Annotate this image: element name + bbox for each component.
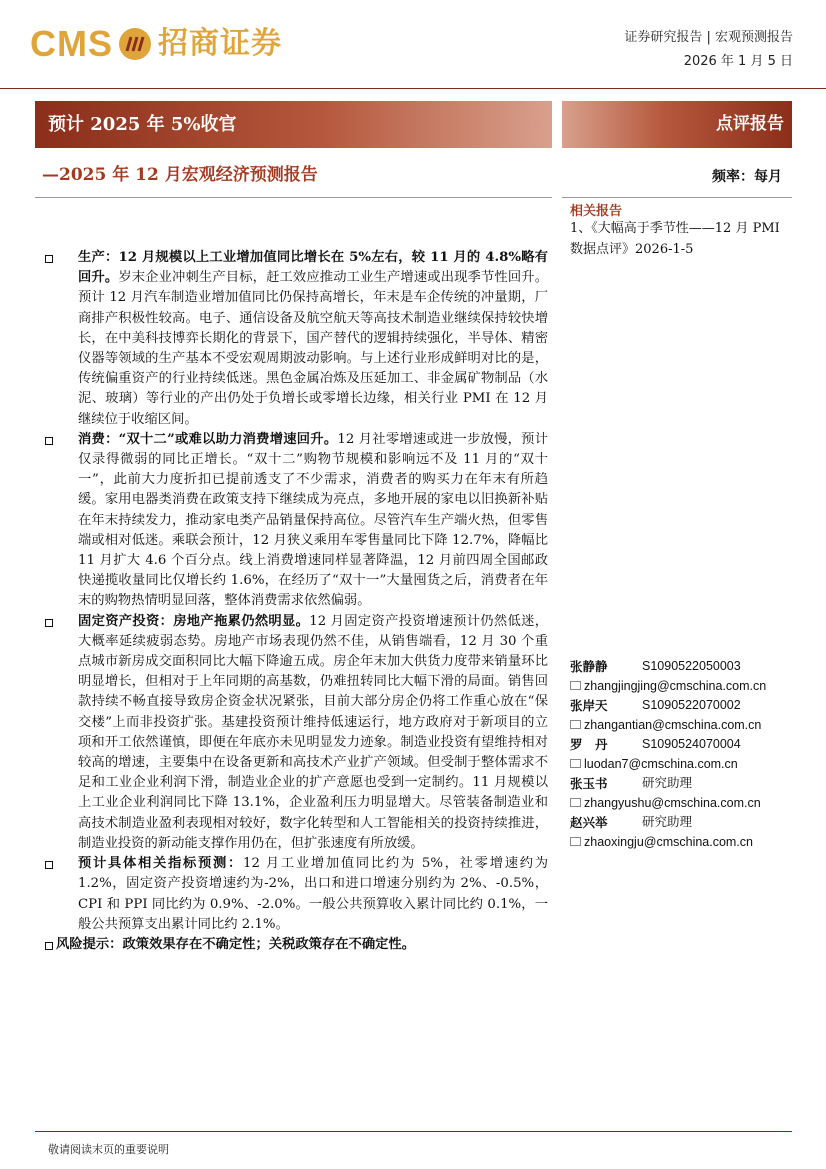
bullet-lead: 生产：12 月规模以上工业增加值同比增长在 5%左右，较 11 月的 4.8%略有回升。 xyxy=(78,250,548,286)
bullet-square-icon xyxy=(45,861,53,869)
analyst-row xyxy=(570,735,795,755)
bullet-body: 12 月社零增速或进一步放慢，预计仅录得微弱的同比正增长。“双十二”购物节规模和影响远不及 11 月的“双十一”，此前大力度折扣已提前透支了不少需求，消费者的购买力在年末有所趋缓。家用电器类消费在政策支持下继续成为亮点，多地开展的家电以旧换新补贴在年末持续发力，推动家电类产品销量保持高位。尽管汽车生产端火热，但零售端或相对低迷。乘联会预计，12 月狭义乘用车零售量同比下降 12.7%，降幅比 11 月扩大 4.6 个百分点。线上消费增速同样显著降温，12 月前四周全国邮政快递揽收量同比仅增长约 1.6%，在经历了“双十一”大量囤货之后，消费者在年末的购物热情明显回落，整体消费需求依然偏弱。 xyxy=(78,431,548,609)
analyst-email[interactable]: zhangantian@cmschina.com.cn xyxy=(584,717,762,732)
logo-cn: 招商证券 xyxy=(158,26,282,61)
mail-icon xyxy=(570,798,581,807)
report-subtitle: —2025 年 12 月宏观经济预测报告 xyxy=(42,165,318,185)
analyst-name: 赵兴举 xyxy=(570,815,608,830)
analyst-cert: 研究助理 xyxy=(642,776,693,790)
risk-warning: 风险提示：政策效果存在不确定性；关税政策存在不确定性。 xyxy=(56,936,416,952)
related-reports-heading: 相关报告 xyxy=(570,204,623,219)
bullet-forecast xyxy=(42,854,548,935)
analyst-email-row xyxy=(570,833,795,853)
header-divider xyxy=(0,88,826,89)
analyst-email[interactable]: luodan7@cmschina.com.cn xyxy=(584,756,738,771)
title-divider-left xyxy=(35,197,552,198)
title-divider-right xyxy=(562,197,792,198)
analyst-name: 张静静 xyxy=(570,659,608,674)
analyst-row xyxy=(570,813,795,833)
analyst-row xyxy=(570,696,795,716)
analyst-cert: 研究助理 xyxy=(642,815,693,829)
bullet-lead: 固定资产投资：房地产拖累仍然明显。 xyxy=(78,613,310,629)
company-logo xyxy=(30,22,290,66)
footer-divider xyxy=(35,1131,792,1132)
analyst-email-row xyxy=(570,716,795,736)
bullet-production xyxy=(42,248,548,430)
mail-icon xyxy=(570,759,581,768)
logo-emblem-icon xyxy=(118,27,152,61)
bullet-lead: 消费：“双十二”或难以助力消费增速回升。 xyxy=(78,431,338,447)
analyst-cert: S1090524070004 xyxy=(642,737,741,751)
analyst-name: 张玉书 xyxy=(570,776,608,791)
bullet-square-icon xyxy=(45,437,53,445)
analyst-cert: S1090522050003 xyxy=(642,659,741,673)
bullet-body: 12 月固定资产投资增速预计仍然低迷，大概率延续疲弱态势。房地产市场表现仍然不佳，从销售端看，12 月 30 个重点城市新房成交面积同比大幅下降逾五成。房企年末加大供货力度带来销量环比明显增长，但相对于上年同期的高基数，仍难扭转同比大幅下滑的局面。销售回款持续不畅直接导致房企资金状况紧张，目前大部分房企仍将工作重心放在“保交楼”上而非投资扩张。基建投资预计维持低速运行，地方政府对于新项目的立项和开工依然谨慎，即便在年底亦未见明显发力迹象。制造业投资有望维持相对较高的增速，主要集中在设备更新和高技术产业扩产领域。但受制于整体需求不足和工业企业利润下滑，制造业企业的扩产意愿也受到一定制约。11 月规模以上工业企业利润同比下降 13.1%，企业盈利压力明显增大。尽管装备制造业和高技术制造业盈利表现相对较好，数字化转型和人工智能相关的投资持续推进，制造业投资的新动能支撑作用仍在，但扩张速度有所放缓。 xyxy=(78,613,549,851)
analyst-row xyxy=(570,774,795,794)
bullet-body: 岁末企业冲刺生产目标，赶工效应推动工业生产增速或出现季节性回升。预计 12 月汽车制造业增加值同比仍保持高增长，年末是车企传统的冲量期，厂商排产积极性较高。电子、通信设备及航空航天等高技术制造业继续保持较快增长，在中美科技博弈长期化的背景下，国产替代的逻辑持续强化，半导体、精密仪器等领域的生产基本不受宏观周期波动影响。与上述行业形成鲜明对比的是，传统偏重资产的行业持续低迷。黑色金属冶炼及压延加工、非金属矿物制品（水泥、玻璃）等行业的产出仍处于负增长或零增长边缘，相关行业 PMI 在 12 月继续位于收缩区间。 xyxy=(78,270,549,427)
mail-icon xyxy=(570,720,581,729)
analyst-email[interactable]: zhangjingjing@cmschina.com.cn xyxy=(584,678,767,693)
analyst-email[interactable]: zhangyushu@cmschina.com.cn xyxy=(584,795,761,810)
analyst-name: 张岸天 xyxy=(570,698,608,713)
report-title: 预计 2025 年 5%收官 xyxy=(48,114,237,135)
bullet-risk xyxy=(42,935,548,955)
mail-icon xyxy=(570,681,581,690)
analyst-name: 罗 丹 xyxy=(570,737,608,752)
bullet-consumption xyxy=(42,430,548,612)
analyst-email-row xyxy=(570,755,795,775)
report-type: 点评报告 xyxy=(716,114,784,134)
analyst-list xyxy=(570,657,795,852)
analyst-email[interactable]: zhaoxingju@cmschina.com.cn xyxy=(584,834,754,849)
analyst-cert: S1090522070002 xyxy=(642,698,741,712)
mail-icon xyxy=(570,837,581,846)
report-frequency: 频率：每月 xyxy=(712,169,782,185)
main-content xyxy=(42,248,548,955)
bullet-square-icon xyxy=(45,619,53,627)
bullet-investment xyxy=(42,612,548,854)
related-report-item[interactable]: 1、《大幅高于季节性——12 月 PMI 数据点评》2026-1-5 xyxy=(570,221,780,257)
analyst-email-row xyxy=(570,794,795,814)
bullet-body: 12 月工业增加值同比约为 5%，社零增速约为 1.2%，固定资产投资增速约为-2%，出口和进口增速分别约为 2%、-0.5%，CPI 和 PPI 同比约为 0.9%、-2.0%。一般公共预算收入累计同比约 0.1%，一般公共预算支出累计同比约 2.1%。 xyxy=(78,856,548,932)
report-date: 2026 年 1 月 5 日 xyxy=(683,54,793,69)
footer-disclaimer: 敬请阅读末页的重要说明 xyxy=(48,1143,169,1156)
bullet-lead: 预计具体相关指标预测： xyxy=(78,856,244,872)
logo-en: CMS xyxy=(30,23,113,64)
analyst-row xyxy=(570,657,795,677)
bullet-square-icon xyxy=(45,255,53,263)
report-category: 证券研究报告 | 宏观预测报告 xyxy=(624,30,793,45)
bullet-square-icon xyxy=(45,942,53,950)
analyst-email-row xyxy=(570,677,795,697)
